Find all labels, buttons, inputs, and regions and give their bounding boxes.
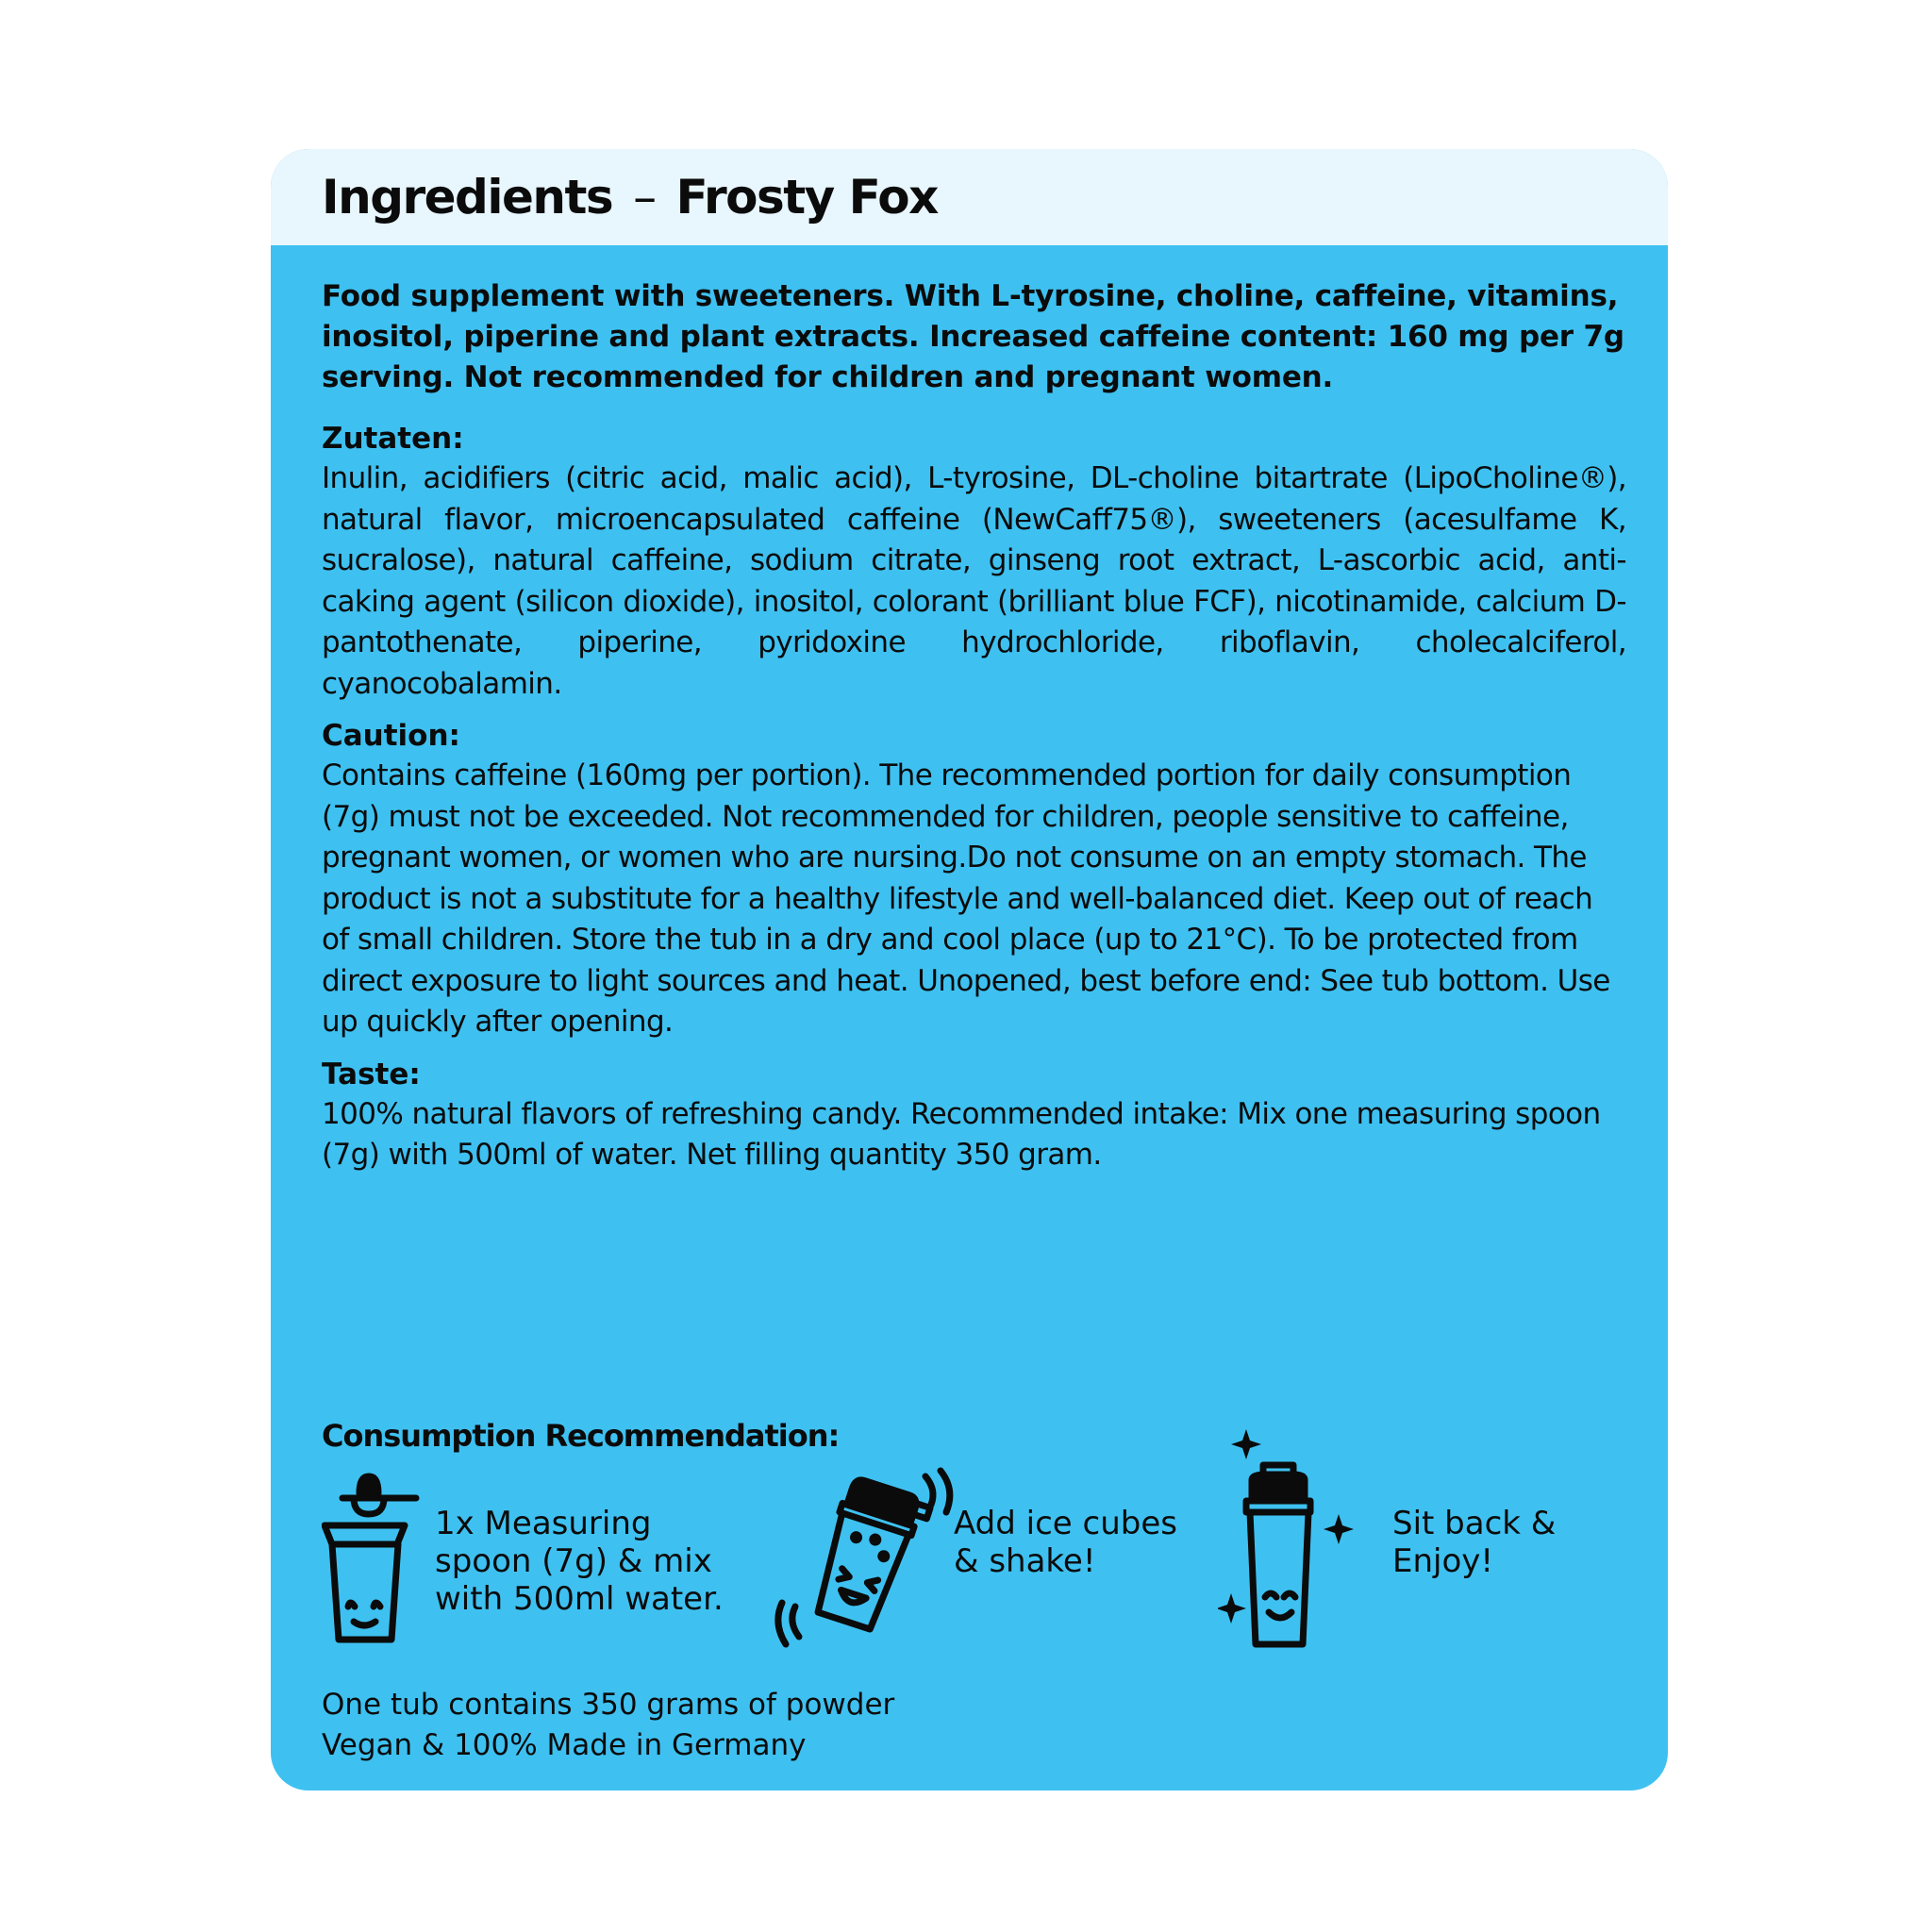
shaking-shaker-icon	[774, 1465, 963, 1654]
ingredients-card	[271, 149, 1668, 1790]
taste-body: 100% natural flavors of refreshing candy. Recommended intake: Mix one measuring spoon (7g) with 500ml of water. Net filling quantity 350 gram.	[322, 1096, 1601, 1172]
caution-body: Contains caffeine (160mg per portion). The recommended portion for daily consumption (7g) must not be exceeded. Not recommended for children, people sensitive to caffeine, pregnant women, or women who are nursing.Do not consume on an empty stomach. The product is not a substitute for a healthy lifestyle and well-balanced diet. Keep out of reach of small children. Store the tub in a dry and cool place (up to 21°C). To be protected from direct exposure to light sources and heat. Unopened, best before end: See tub bottom. Use up quickly after opening.	[322, 758, 1610, 1039]
step-3-text: Sit back & Enjoy!	[1392, 1505, 1557, 1580]
card-header	[271, 149, 1668, 245]
caution-heading: Caution:	[322, 719, 460, 753]
step-2-text: Add ice cubes & shake!	[954, 1505, 1177, 1580]
title-dash: –	[633, 170, 656, 225]
title-main: Ingredients	[322, 170, 613, 225]
ingredients-content	[322, 276, 1626, 1188]
step-1-text: 1x Measuring spoon (7g) & mix with 500ml water.	[435, 1505, 724, 1618]
tub-contents-text: One tub contains 350 grams of powder	[322, 1688, 895, 1722]
taste-heading: Taste:	[322, 1057, 421, 1091]
vegan-made-in-germany-text: Vegan & 100% Made in Germany	[322, 1728, 807, 1762]
page-title	[322, 172, 938, 224]
consumption-section	[322, 1418, 1626, 1790]
zutaten-body: Inulin, acidifiers (citric acid, malic acid), L-tyrosine, DL-choline bitartrate (LipoCholine®), natural flavor, microencapsulated caffeine (NewCaff75®), sweeteners (acesulfame K, sucralose), natural caffeine, sodium citrate, ginseng root extract, L-ascorbic acid, anti-caking agent (silicon dioxide), inositol, colorant (brilliant blue FCF), nicotinamide, calcium D-pantothenate, piperine, pyridoxine hydrochloride, riboflavin, cholecalciferol, cyanocobalamin.	[322, 461, 1626, 701]
zutaten-heading: Zutaten:	[322, 422, 464, 456]
consumption-heading: Consumption Recommendation:	[322, 1418, 840, 1454]
cup-with-scoop-icon	[322, 1456, 444, 1644]
title-product: Frosty Fox	[675, 170, 938, 225]
happy-shaker-icon	[1218, 1427, 1378, 1654]
intro-text: Food supplement with sweeteners. With L-tyrosine, choline, caffeine, vitamins, inositol, piperine and plant extracts. Increased caffeine content: 160 mg per 7g serving. Not recommended for children and pregnant women.	[322, 279, 1624, 394]
